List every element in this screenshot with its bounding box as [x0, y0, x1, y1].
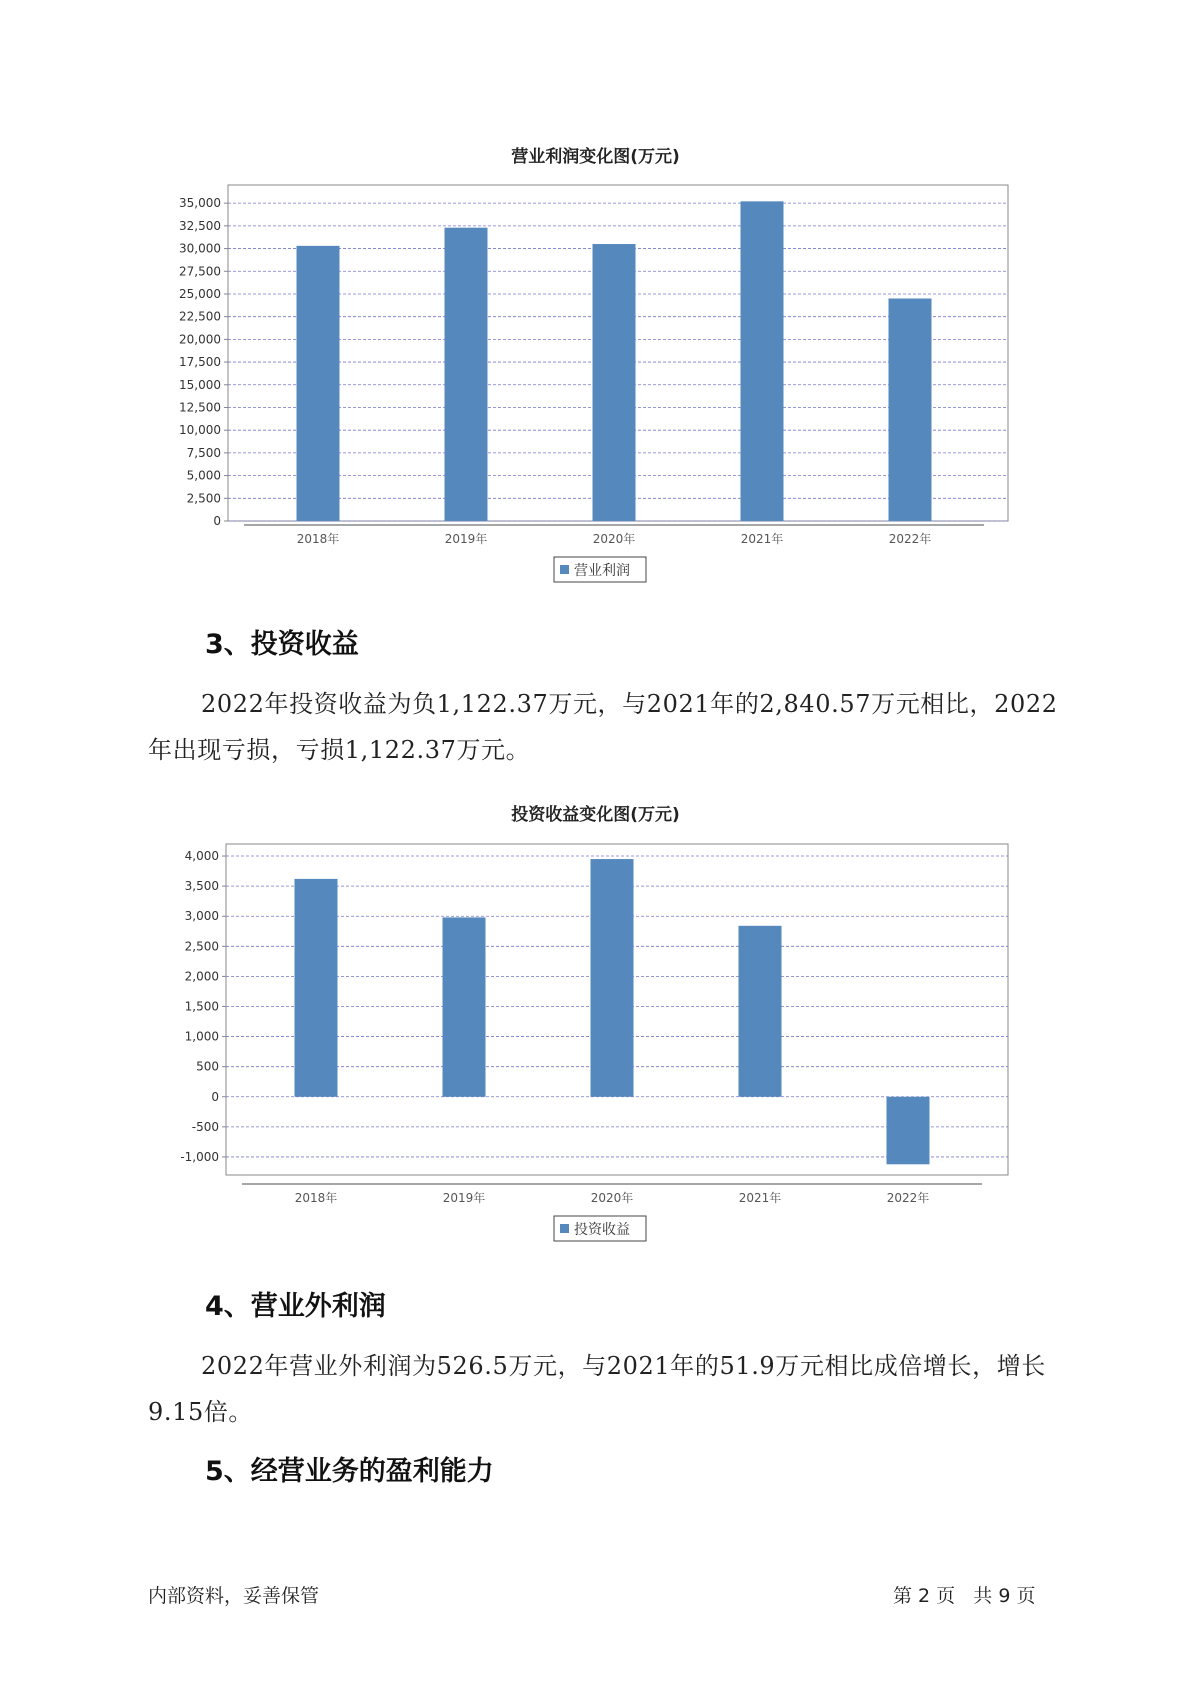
bar-2018年 — [297, 246, 340, 521]
y-tick-label: 1,000 — [184, 1029, 219, 1044]
section3-heading: 3、投资收益 — [205, 629, 359, 660]
y-tick-label: 17,500 — [179, 355, 221, 370]
y-tick-label: 12,500 — [179, 400, 221, 415]
x-tick-label: 2022年 — [888, 532, 932, 546]
legend-label: 营业利润 — [574, 563, 630, 579]
footer-page-number: 第 2 页 共 9 页 — [893, 1585, 1036, 1607]
bar-2019年 — [443, 917, 486, 1096]
y-tick-label: 2,500 — [184, 939, 219, 954]
y-tick-label: 4,000 — [184, 849, 219, 864]
x-tick-label: 2021年 — [738, 1191, 782, 1205]
bar-2022年 — [887, 1097, 930, 1165]
legend — [554, 557, 646, 582]
section4-text: 2022年营业外利润为526.5万元，与2021年的51.9万元相比成倍增长，增长9.15倍。 — [148, 1352, 1046, 1426]
section5-heading: 5、经营业务的盈利能力 — [205, 1456, 494, 1487]
y-tick-label: 32,500 — [179, 218, 221, 233]
y-tick-label: 30,000 — [179, 241, 221, 256]
bar-2022年 — [889, 299, 932, 521]
y-tick-label: -1,000 — [180, 1149, 219, 1164]
section3-text: 2022年投资收益为负1,122.37万元，与2021年的2,840.57万元相比，2022年出现亏损，亏损1,122.37万元。 — [148, 690, 1058, 764]
bar-2018年 — [295, 879, 338, 1097]
y-tick-label: 35,000 — [179, 196, 221, 211]
y-tick-label: 5,000 — [186, 468, 221, 483]
section4-heading: 4、营业外利润 — [205, 1291, 386, 1322]
x-tick-label: 2018年 — [294, 1191, 338, 1205]
legend-swatch — [560, 565, 569, 574]
x-tick-label: 2020年 — [590, 1191, 634, 1205]
bar-2019年 — [445, 228, 488, 521]
y-tick-label: 15,000 — [179, 377, 221, 392]
y-tick-label: 2,500 — [186, 491, 221, 506]
x-tick-label: 2019年 — [442, 1191, 486, 1205]
bar-2020年 — [593, 244, 636, 521]
investment-income-chart — [0, 830, 1191, 1250]
y-tick-label: 0 — [211, 1089, 219, 1104]
legend-label: 投资收益 — [574, 1222, 630, 1238]
y-tick-label: 3,000 — [184, 909, 219, 924]
y-tick-label: 3,500 — [184, 879, 219, 894]
x-tick-label: 2022年 — [886, 1191, 930, 1205]
x-tick-label: 2018年 — [296, 532, 340, 546]
y-tick-label: 27,500 — [179, 264, 221, 279]
x-tick-label: 2021年 — [740, 532, 784, 546]
operating-profit-chart — [0, 170, 1191, 590]
y-tick-label: 22,500 — [179, 309, 221, 324]
chart2-title: 投资收益变化图(万元) — [511, 805, 680, 825]
bar-2021年 — [739, 926, 782, 1097]
bar-2021年 — [741, 201, 784, 521]
y-tick-label: 10,000 — [179, 423, 221, 438]
y-tick-label: 500 — [196, 1059, 219, 1074]
y-tick-label: 25,000 — [179, 286, 221, 301]
y-tick-label: 1,500 — [184, 999, 219, 1014]
y-tick-label: -500 — [191, 1119, 219, 1134]
footer-confidential: 内部资料，妥善保管 — [148, 1585, 320, 1607]
y-tick-label: 7,500 — [186, 445, 221, 460]
bar-2020年 — [591, 859, 634, 1097]
x-tick-label: 2020年 — [592, 532, 636, 546]
x-tick-label: 2019年 — [444, 532, 488, 546]
y-tick-label: 20,000 — [179, 332, 221, 347]
y-tick-label: 2,000 — [184, 969, 219, 984]
y-tick-label: 0 — [213, 514, 221, 528]
legend-swatch — [560, 1224, 569, 1233]
legend — [554, 1216, 646, 1241]
chart1-title: 营业利润变化图(万元) — [511, 147, 680, 167]
